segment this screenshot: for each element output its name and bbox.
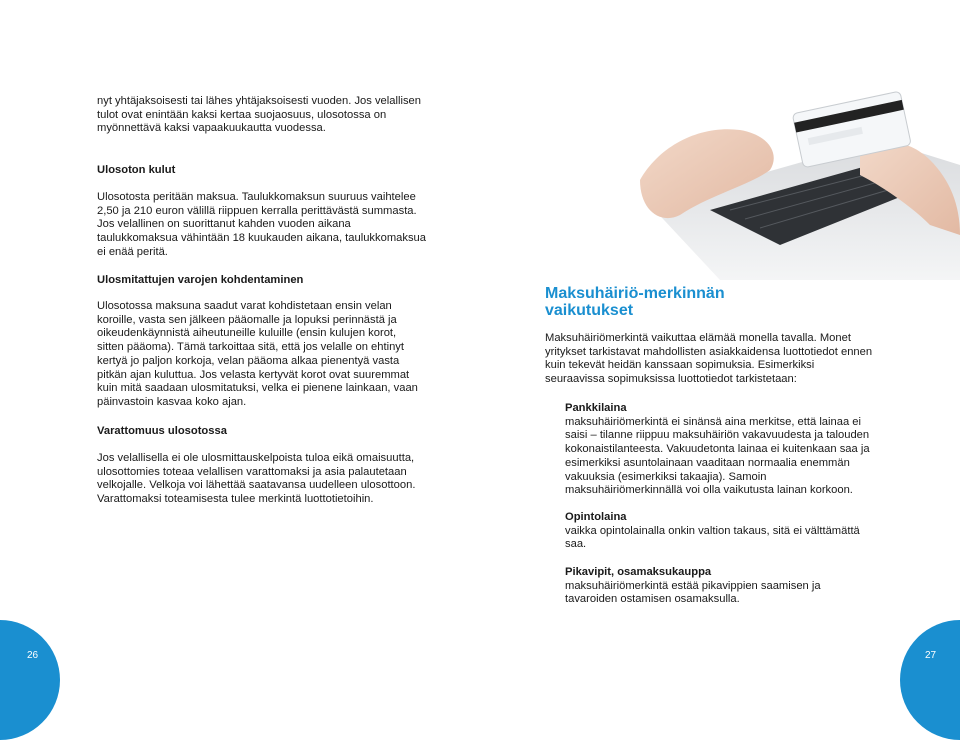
list-item-opintolaina xyxy=(565,511,870,552)
list-item-title: Pankkilaina xyxy=(565,402,627,414)
list-item-title: Pikavipit, osamaksukauppa xyxy=(565,566,712,578)
list-item-body: maksuhäiriömerkintä estää pikavippien saamisen ja tavaroiden ostamisen osamaksulla. xyxy=(565,579,821,606)
list-item-body: vaikka opintolainalla onkin valtion takaus, sitä ei välttämättä saa. xyxy=(565,524,860,551)
page-number-left: 26 xyxy=(27,650,39,661)
section-heading-kohdentaminen: Ulosmitattujen varojen kohdentaminen xyxy=(97,274,304,286)
list-item-body: maksuhäiriömerkintä ei sinänsä aina merkitse, että lainaa ei saisi – tilanne riippuu maksuhäiriön vakavuudesta ja talouden kokonaistilanteesta. Vakuudetonta lainaa ei kuitenkaan saa ja esimerkiksi asuntolainaan vaaditaan normaalia enemmän vakuuksia (esimerkiksi takaajia). Samoin maksuhäiriömerkinnällä voi olla vaikutusta lainan korkoon. xyxy=(565,415,870,497)
list-item-title: Opintolaina xyxy=(565,511,627,523)
section-body-kohdentaminen: Ulosotossa maksuna saadut varat kohdistetaan ensin velan koroille, vasta sen jälkeen pääomalle ja lopuksi perinnästä ja oikeudenkäynnistä aiheutuneille kuluille (ensin kulujen korot, sitten pääoma). Tämä tarkoittaa sitä, että jos velalle on ehtinyt kertyä jo paljon korkoja, velan pääoma alkaa pienentyä vasta pitkän ajan kuluttua. Jos velasta kertyvät korot ovat suuremmat kuin mitä saadaan ulosmitatuksi, velka ei pienene lainkaan, vaan päinvastoin kasvaa koko ajan. xyxy=(97,300,418,408)
right-page-title: Maksuhäiriö-merkinnän vaikutukset xyxy=(545,285,725,319)
section-body-kulut: Ulosotosta peritään maksua. Taulukkomaksun suuruus vaihtelee 2,50 ja 210 euron välillä riippuen kerralla perittävästä summasta. Jos velallinen on suorittanut kahden vuoden aikana taulukkomaksua vähintään 18 kuukauden aikana, taulukkomaksua ei enää peritä. xyxy=(97,191,427,258)
section-heading-kulut: Ulosoton kulut xyxy=(97,164,176,176)
list-item-pikavipit xyxy=(565,566,870,607)
left-page xyxy=(0,0,480,681)
right-intro-paragraph: Maksuhäiriömerkintä vaikuttaa elämää monella tavalla. Monet yritykset tarkistavat mahdollisten asiakkaidensa luottotiedot ennen kuin tekevät heidän kanssaan sopimuksia. Esimerkiksi seuraavissa sopimuksissa luottotiedot tarkistetaan: xyxy=(545,332,873,386)
list-item-pankkilaina xyxy=(565,402,870,498)
page-number-right: 27 xyxy=(925,650,937,661)
section-body-varattomuus: Jos velallisella ei ole ulosmittauskelpoista tuloa eikä omaisuutta, ulosottomies toteaa velallisen varattomaksi ja asia palautetaan velkojalle. Velkoja voi lähettää saatavansa uudelleen ulosottoon. Varattomaksi toteamisesta tulee merkintä luottotietoihin. xyxy=(97,452,416,506)
section-heading-varattomuus: Varattomuus ulosotossa xyxy=(97,425,227,437)
intro-paragraph: nyt yhtäjaksoisesti tai lähes yhtäjaksoisesti vuoden. Jos velallisen tulot ovat enintään kaksi kertaa suojaosuus, ulosotossa on myönnettävä kaksi vapaakuukautta vuodessa. xyxy=(97,95,421,135)
